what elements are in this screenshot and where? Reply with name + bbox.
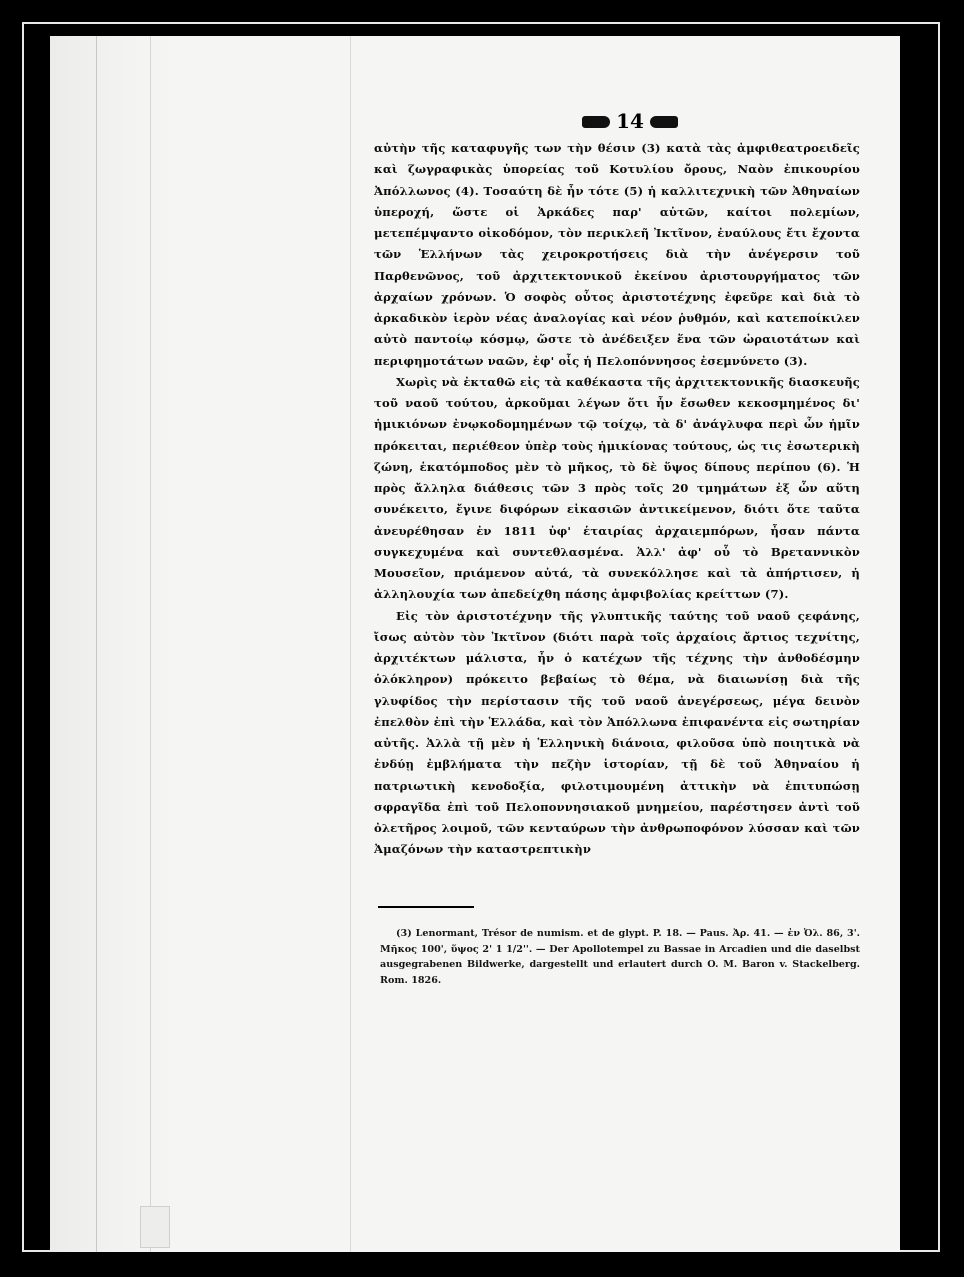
right-ornament-icon [650, 116, 678, 128]
page-header [582, 108, 678, 134]
paragraph: Εἰς τὸν ἀριστοτέχνην τῆς γλυπτικῆς ταύτης τοῦ ναοῦ ςεφάνης, ἴσως αὐτὸν τὸν Ἰκτῖνον (διότι παρὰ τοῖς ἀρχαίοις ἄρτιος τεχνίτης, ἀρχιτέκτων μάλιστα, ἦν ὁ κατέχων τῆς τέχνης τὴν ἀνθοδέσμην ὁλόκληρον) πρόκειτο βεβαίως τὸ θέμα, νὰ διαιωνίσῃ διὰ τῆς γλυφίδος τὴν περίστασιν τῆς τοῦ ναοῦ ἀνεγέρσεως, μέγα δεινὸν ἐπελθὸν ἐπὶ τὴν Ἑλλάδα, καὶ τὸν Ἀπόλλωνα ἐπιφανέντα εἰς σωτηρίαν αὐτῆς. Ἀλλὰ τῇ μὲν ἡ Ἑλληνικὴ διάνοια, φιλοῦσα ὑπὸ ποιητικὰ νὰ ἐνδύῃ ἐμβλήματα τὴν πεζὴν ἱστορίαν, τῇ δὲ τοῦ Ἀθηναίου ἡ πατριωτικὴ κενοδοξία, φιλοτιμουμένη ἀττικὴν νὰ ἐπιτυπώσῃ σφραγῖδα ἐπὶ τοῦ Πελοποννησιακοῦ μνημείου, παρέστησεν ἀντὶ τοῦ ὀλετῆρος λοιμοῦ, τῶν κενταύρων τὴν ἀνθρωποφόνον λύσσαν καὶ τῶν Ἀμαζόνων τὴν καταστρεπτικὴν [374, 608, 860, 857]
page-fold-line [150, 36, 151, 1252]
footnote-rule [378, 906, 474, 908]
page-fold-line [96, 36, 97, 1252]
page-fold-line [350, 36, 351, 1252]
paragraph: αὐτὴν τῆς καταφυγῆς των τὴν θέσιν (3) κατὰ τὰς ἀμφιθεατροειδεῖς καὶ ζωγραφικὰς ὑπορείας τοῦ Κοτυλίου ὄρους, Ναὸν ἐπικουρίου Ἀπόλλωνος (4). Τοσαύτη δὲ ἦν τότε (5) ἡ καλλιτεχνικὴ τῶν Ἀθηναίων ὑπεροχή, ὥστε οἱ Ἀρκάδες παρ' αὐτῶν, καίτοι πολεμίων, μετεπέμψαντο οἰκοδόμον, τὸν περικλεῆ Ἰκτῖνον, ἐναύλους ἔτι ἔχοντα τῶν Ἑλλήνων τὰς χειροκροτήσεις διὰ τὴν ἀνέγερσιν τοῦ Παρθενῶνος, τοῦ ἀρχιτεκτονικοῦ ἐκείνου ἀριστουργήματος τῶν ἀρχαίων χρόνων. Ὁ σοφὸς οὗτος ἀριστοτέχνης ἐφεῦρε καὶ διὰ τὸ ἀρκαδικὸν ἱερὸν νέας ἀναλογίας καὶ νέον ῥυθμόν, καὶ κατεποίκιλεν αὐτὸ παντοίῳ κόσμῳ, ὥστε τὸ ἀνέδειξεν ἕνα τῶν ὡραιοτάτων καὶ περιφημοτάτων ναῶν, ἐφ' οἷς ἡ Πελοπόννησος ἐσεμνύνετο (3). [374, 141, 860, 368]
page-number: 14 [616, 109, 644, 133]
paper-tab [140, 1206, 170, 1248]
paper-shade [50, 36, 180, 1252]
left-ornament-icon [582, 116, 610, 128]
footnote: (3) Lenormant, Trésor de numism. et de glypt. P. 18. — Paus. Ἀρ. 41. — ἐν Ὀλ. 86, 3'. Μῆκος 100', ὕψος 2' 1 1/2''. — Der Apollotempel zu Bassae in Arcadien und die daselbst ausgegrabenen Bildwerke, dargestellt und erlautert durch O. M. Baron v. Stackelberg. Rom. 1826. [380, 928, 860, 986]
paragraph: Χωρὶς νὰ ἐκταθῶ εἰς τὰ καθέκαστα τῆς ἀρχιτεκτονικῆς διασκευῆς τοῦ ναοῦ τούτου, ἀρκοῦμαι λέγων ὅτι ἦν ἔσωθεν κεκοσμημένος δι' ἡμικιόνων ἐνῳκοδομημένων τῷ τοίχῳ, τὰ δ' ἀνάγλυφα περὶ ὧν ἡμῖν πρόκειται, περιέθεον ὑπὲρ τοὺς ἡμικίονας τούτους, ὡς τις ἐσωτερικὴ ζώνη, ἑκατόμποδος μὲν τὸ μῆκος, τὸ δὲ ὕψος δίπους περίπου (6). Ἡ πρὸς ἄλληλα διάθεσις τῶν 3 πρὸς τοῖς 20 τμημάτων ἐξ ὧν αὕτη συνέκειτο, ἔγινε διφόρων εἰκασιῶν ἀντικείμενον, διότι ὅτε ταῦτα ἀνευρέθησαν ἐν 1811 ὑφ' ἑταιρίας ἀρχαιεμπόρων, ἦσαν πάντα συγκεχυμένα καὶ συντεθλασμένα. Ἀλλ' ἀφ' οὗ τὸ Βρεταννικὸν Μουσεῖον, πριάμενον αὐτά, τὰ συνεκόλλησε καὶ τὰ ἀπήρτισεν, ἡ ἀλληλουχία των ἀπεδείχθη πάσης ἀμφιβολίας κρείττων (7). [374, 374, 860, 602]
footnotes [380, 926, 860, 988]
main-text [374, 138, 860, 861]
